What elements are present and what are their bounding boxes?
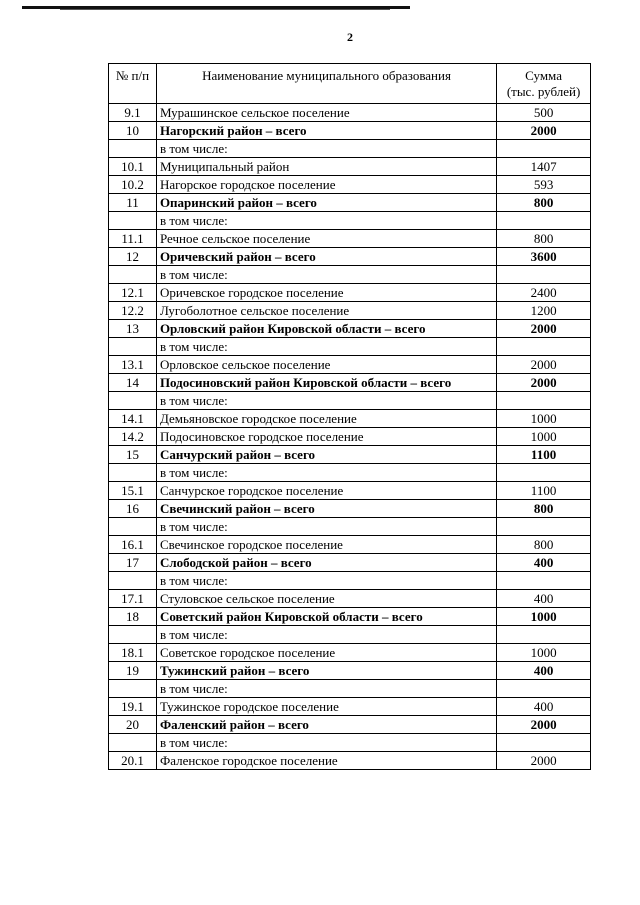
row-number: 12.2: [109, 302, 157, 320]
row-number: 16: [109, 500, 157, 518]
subheading-row: [109, 680, 591, 698]
row-number: [109, 140, 157, 158]
amount-value: 1000: [497, 608, 591, 626]
municipality-name: Орловский район Кировской области – всего: [156, 320, 496, 338]
municipality-name: Тужинское городское поселение: [156, 698, 496, 716]
amount-value: [497, 518, 591, 536]
row-number: 14.2: [109, 428, 157, 446]
municipality-name: в том числе:: [156, 680, 496, 698]
subheading-row: [109, 572, 591, 590]
subheading-row: [109, 626, 591, 644]
district-total-row: [109, 194, 591, 212]
municipality-name: Подосиновское городское поселение: [156, 428, 496, 446]
table-body: [109, 104, 591, 770]
municipality-name: Нагорское городское поселение: [156, 176, 496, 194]
municipality-name: Речное сельское поселение: [156, 230, 496, 248]
row-number: 17: [109, 554, 157, 572]
amount-value: 800: [497, 536, 591, 554]
amount-value: [497, 140, 591, 158]
table-row: [109, 158, 591, 176]
row-number: [109, 680, 157, 698]
municipality-name: в том числе:: [156, 518, 496, 536]
amount-value: 800: [497, 194, 591, 212]
table-row: [109, 104, 591, 122]
amount-value: 3600: [497, 248, 591, 266]
amount-value: 1000: [497, 644, 591, 662]
row-number: 19.1: [109, 698, 157, 716]
amount-value: 800: [497, 230, 591, 248]
amount-value: [497, 212, 591, 230]
municipality-name: Фаленское городское поселение: [156, 752, 496, 770]
column-header-sum-title: Сумма: [525, 68, 562, 83]
row-number: [109, 212, 157, 230]
amount-value: 2000: [497, 752, 591, 770]
table-row: [109, 536, 591, 554]
district-total-row: [109, 500, 591, 518]
municipality-name: Орловское сельское поселение: [156, 356, 496, 374]
row-number: 18.1: [109, 644, 157, 662]
row-number: 14.1: [109, 410, 157, 428]
amount-value: [497, 734, 591, 752]
municipality-name: в том числе:: [156, 212, 496, 230]
amount-value: [497, 338, 591, 356]
row-number: 11: [109, 194, 157, 212]
table-row: [109, 356, 591, 374]
amount-value: [497, 626, 591, 644]
table-row: [109, 230, 591, 248]
table-row: [109, 428, 591, 446]
subheading-row: [109, 266, 591, 284]
municipality-name: Нагорский район – всего: [156, 122, 496, 140]
municipality-name: Оричевское городское поселение: [156, 284, 496, 302]
district-total-row: [109, 122, 591, 140]
amount-value: 1100: [497, 446, 591, 464]
subheading-row: [109, 212, 591, 230]
subheading-row: [109, 734, 591, 752]
row-number: [109, 338, 157, 356]
row-number: 19: [109, 662, 157, 680]
municipality-name: Оричевский район – всего: [156, 248, 496, 266]
row-number: [109, 392, 157, 410]
municipality-name: в том числе:: [156, 572, 496, 590]
municipality-name: Санчурский район – всего: [156, 446, 496, 464]
row-number: 20: [109, 716, 157, 734]
row-number: 14: [109, 374, 157, 392]
amount-value: 1100: [497, 482, 591, 500]
amount-value: 400: [497, 590, 591, 608]
table-row: [109, 302, 591, 320]
row-number: [109, 518, 157, 536]
table-row: [109, 284, 591, 302]
amount-value: [497, 266, 591, 284]
municipality-name: Фаленский район – всего: [156, 716, 496, 734]
row-number: 12.1: [109, 284, 157, 302]
municipality-name: Тужинский район – всего: [156, 662, 496, 680]
district-total-row: [109, 662, 591, 680]
amount-value: 400: [497, 662, 591, 680]
row-number: [109, 734, 157, 752]
row-number: [109, 266, 157, 284]
row-number: [109, 626, 157, 644]
municipality-name: Слободской район – всего: [156, 554, 496, 572]
district-total-row: [109, 608, 591, 626]
row-number: 18: [109, 608, 157, 626]
table-row: [109, 752, 591, 770]
municipality-name: в том числе:: [156, 464, 496, 482]
amount-value: [497, 680, 591, 698]
table-row: [109, 698, 591, 716]
table-row: [109, 176, 591, 194]
amount-value: 1000: [497, 428, 591, 446]
subheading-row: [109, 464, 591, 482]
amount-value: 1407: [497, 158, 591, 176]
row-number: 9.1: [109, 104, 157, 122]
district-total-row: [109, 320, 591, 338]
municipal-funding-table: [108, 63, 591, 770]
amount-value: 400: [497, 554, 591, 572]
amount-value: 2000: [497, 374, 591, 392]
table-row: [109, 644, 591, 662]
district-total-row: [109, 554, 591, 572]
municipality-name: Свечинское городское поселение: [156, 536, 496, 554]
amount-value: 2400: [497, 284, 591, 302]
row-number: 16.1: [109, 536, 157, 554]
municipality-name: в том числе:: [156, 734, 496, 752]
row-number: 17.1: [109, 590, 157, 608]
municipality-name: в том числе:: [156, 626, 496, 644]
amount-value: 2000: [497, 122, 591, 140]
subheading-row: [109, 518, 591, 536]
amount-value: 800: [497, 500, 591, 518]
row-number: [109, 572, 157, 590]
municipality-name: в том числе:: [156, 266, 496, 284]
table-row: [109, 482, 591, 500]
column-header-sum-unit: (тыс. рублей): [506, 84, 581, 99]
row-number: 12: [109, 248, 157, 266]
municipality-name: в том числе:: [156, 140, 496, 158]
municipality-name: Советский район Кировской области – всего: [156, 608, 496, 626]
amount-value: 2000: [497, 356, 591, 374]
subheading-row: [109, 140, 591, 158]
amount-value: 1200: [497, 302, 591, 320]
column-header-name: Наименование муниципального образования: [156, 64, 496, 104]
municipality-name: Советское городское поселение: [156, 644, 496, 662]
subheading-row: [109, 338, 591, 356]
table-row: [109, 410, 591, 428]
row-number: 10.1: [109, 158, 157, 176]
row-number: 13.1: [109, 356, 157, 374]
row-number: 15: [109, 446, 157, 464]
row-number: 10: [109, 122, 157, 140]
column-header-number: № п/п: [109, 64, 157, 104]
subheading-row: [109, 392, 591, 410]
amount-value: [497, 572, 591, 590]
municipality-name: Опаринский район – всего: [156, 194, 496, 212]
district-total-row: [109, 248, 591, 266]
amount-value: 593: [497, 176, 591, 194]
table-row: [109, 590, 591, 608]
municipality-name: в том числе:: [156, 392, 496, 410]
row-number: 15.1: [109, 482, 157, 500]
row-number: [109, 464, 157, 482]
row-number: 11.1: [109, 230, 157, 248]
municipality-name: Стуловское сельское поселение: [156, 590, 496, 608]
amount-value: 1000: [497, 410, 591, 428]
municipality-name: Муниципальный район: [156, 158, 496, 176]
column-header-sum: [497, 64, 591, 104]
amount-value: 500: [497, 104, 591, 122]
amount-value: 2000: [497, 716, 591, 734]
row-number: 13: [109, 320, 157, 338]
page-number: 2: [347, 30, 353, 44]
municipality-name: Демьяновское городское поселение: [156, 410, 496, 428]
municipality-name: Мурашинское сельское поселение: [156, 104, 496, 122]
municipality-name: в том числе:: [156, 338, 496, 356]
municipality-name: Свечинский район – всего: [156, 500, 496, 518]
amount-value: [497, 392, 591, 410]
municipality-name: Санчурское городское поселение: [156, 482, 496, 500]
municipality-name: Лугоболотное сельское поселение: [156, 302, 496, 320]
amount-value: 2000: [497, 320, 591, 338]
row-number: 10.2: [109, 176, 157, 194]
district-total-row: [109, 374, 591, 392]
amount-value: [497, 464, 591, 482]
amount-value: 400: [497, 698, 591, 716]
municipality-name: Подосиновский район Кировской области – всего: [156, 374, 496, 392]
district-total-row: [109, 446, 591, 464]
district-total-row: [109, 716, 591, 734]
scan-border-line-thin: [60, 9, 390, 10]
row-number: 20.1: [109, 752, 157, 770]
table-header-row: [109, 64, 591, 104]
